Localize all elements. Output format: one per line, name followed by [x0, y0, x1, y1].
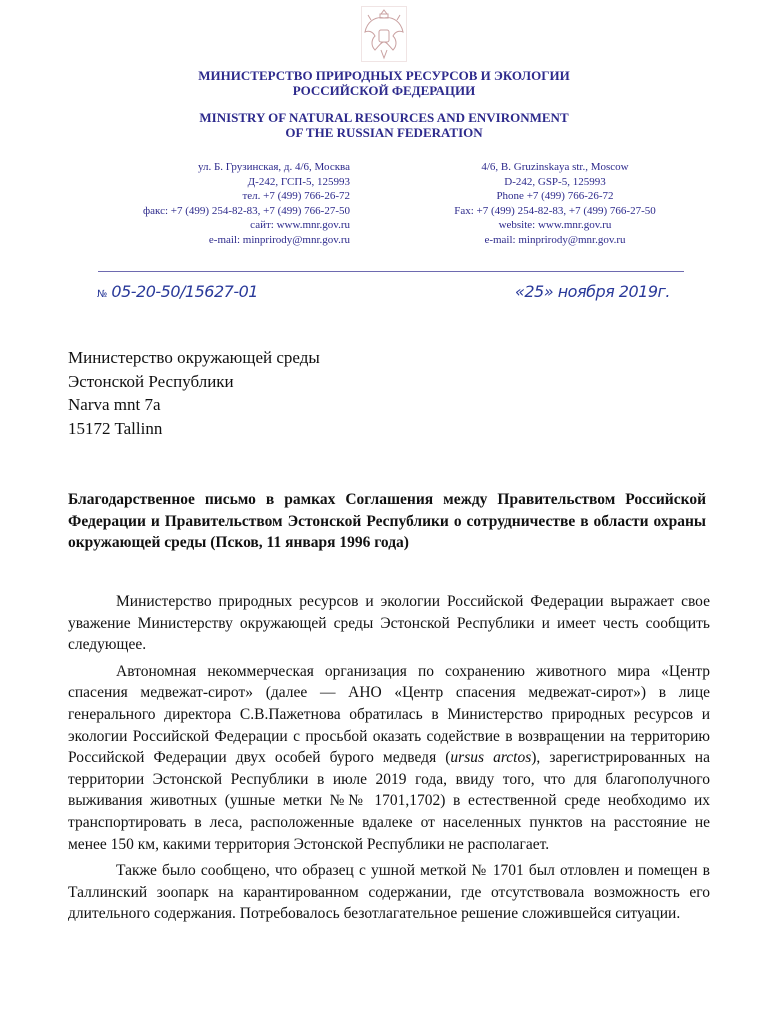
number-sign: № — [97, 289, 108, 300]
recipient-line: Министерство окружающей среды — [68, 348, 320, 367]
body-text: ), зарегистрированных на территории Эстонской Республики в июле 2019 года, ввиду того, что для благополучного выживания животных (ушные метки №№ 1701,1702) в естественной среде необходимо их транспортировать в леса, расположенные вдалеке от населенных пунктов на расстояние не менее 150 км, какими территория Эстонской Республики не располагает. — [68, 749, 710, 853]
header-divider — [98, 271, 684, 272]
recipient-line: Эстонской Республики — [68, 371, 234, 391]
recipient-line: 15172 Tallinn — [68, 419, 163, 439]
body-paragraph: Министерство природных ресурсов и экологии Российской Федерации выражает свое уважение Министерству окружающей среды Эстонской Республики и имеет честь сообщить следующее. — [68, 593, 710, 654]
address-block-ru — [40, 160, 350, 248]
address-line: Д-242, ГСП-5, 125993 — [247, 175, 350, 188]
address-line: e-mail: minprirody@mnr.gov.ru — [208, 233, 350, 246]
reference-date — [515, 282, 670, 301]
letter-body — [68, 591, 710, 925]
coat-of-arms-icon — [361, 6, 407, 62]
address-line: факс: +7 (499) 254-82-83, +7 (499) 766-27-50 — [143, 204, 350, 217]
recipient-line: Narva mnt 7a — [68, 395, 161, 415]
body-paragraph: Также было сообщено, что образец с ушной меткой № 1701 был отловлен и помещен в Таллинский зоопарк на карантированном содержании, где отсутствовала возможность его длительного содержания. Потребовалось безотлагательное решение сложившейся ситуации. — [68, 862, 710, 923]
address-line: D-242, GSP-5, 125993 — [504, 175, 606, 188]
address-line: website: www.mnr.gov.ru — [498, 219, 612, 232]
address-line: Phone +7 (499) 766-26-72 — [496, 190, 614, 203]
recipient-address — [68, 346, 320, 441]
ministry-name-en — [0, 110, 768, 140]
reference-number — [97, 282, 258, 301]
reference-number-value: 05-20-50/15627-01 — [111, 282, 258, 301]
address-block-en — [400, 160, 710, 248]
ministry-en-line: MINISTRY OF NATURAL RESOURCES AND ENVIRONMENT — [199, 110, 569, 125]
address-line: сайт: www.mnr.gov.ru — [250, 219, 350, 232]
ministry-name-ru — [0, 68, 768, 98]
latin-species-name: ursus arctos — [450, 749, 532, 767]
ministry-ru-line: РОССИЙСКОЙ ФЕДЕРАЦИИ — [292, 83, 476, 98]
address-line: e-mail: minprirody@mnr.gov.ru — [484, 233, 626, 246]
body-text: Автономная некоммерческая организация по сохранению животного мира «Центр спасения медвежат-сирот» (далее — АНО «Центр спасения медвежат-сирот») в лице генерального директора С.В.Пажетнова обратилась в Министерство природных ресурсов и экологии Российской Федерации с просьбой оказать содействие в возвращении на территорию Российской Федерации двух особей бурого медведя ( — [68, 662, 710, 767]
ministry-en-line: OF THE RUSSIAN FEDERATION — [285, 125, 483, 140]
letter-subject: Благодарственное письмо в рамках Соглашения между Правительством Российской Федерации и Правительством Эстонской Республики о сотрудничестве в области охраны окружающей среды (Псков, 11 января 1996 года) — [68, 491, 706, 551]
address-line: 4/6, B. Gruzinskaya str., Moscow — [481, 161, 629, 173]
address-line: Fax: +7 (499) 254-82-83, +7 (499) 766-27-50 — [454, 204, 656, 217]
address-line: тел. +7 (499) 766-26-72 — [242, 190, 350, 203]
address-line: ул. Б. Грузинская, д. 4/6, Москва — [197, 161, 350, 173]
ministry-ru-line: МИНИСТЕРСТВО ПРИРОДНЫХ РЕСУРСОВ И ЭКОЛОГИИ — [198, 68, 570, 83]
reference-date-value: «25» ноября 2019г. — [515, 282, 671, 301]
body-paragraph — [68, 661, 710, 855]
